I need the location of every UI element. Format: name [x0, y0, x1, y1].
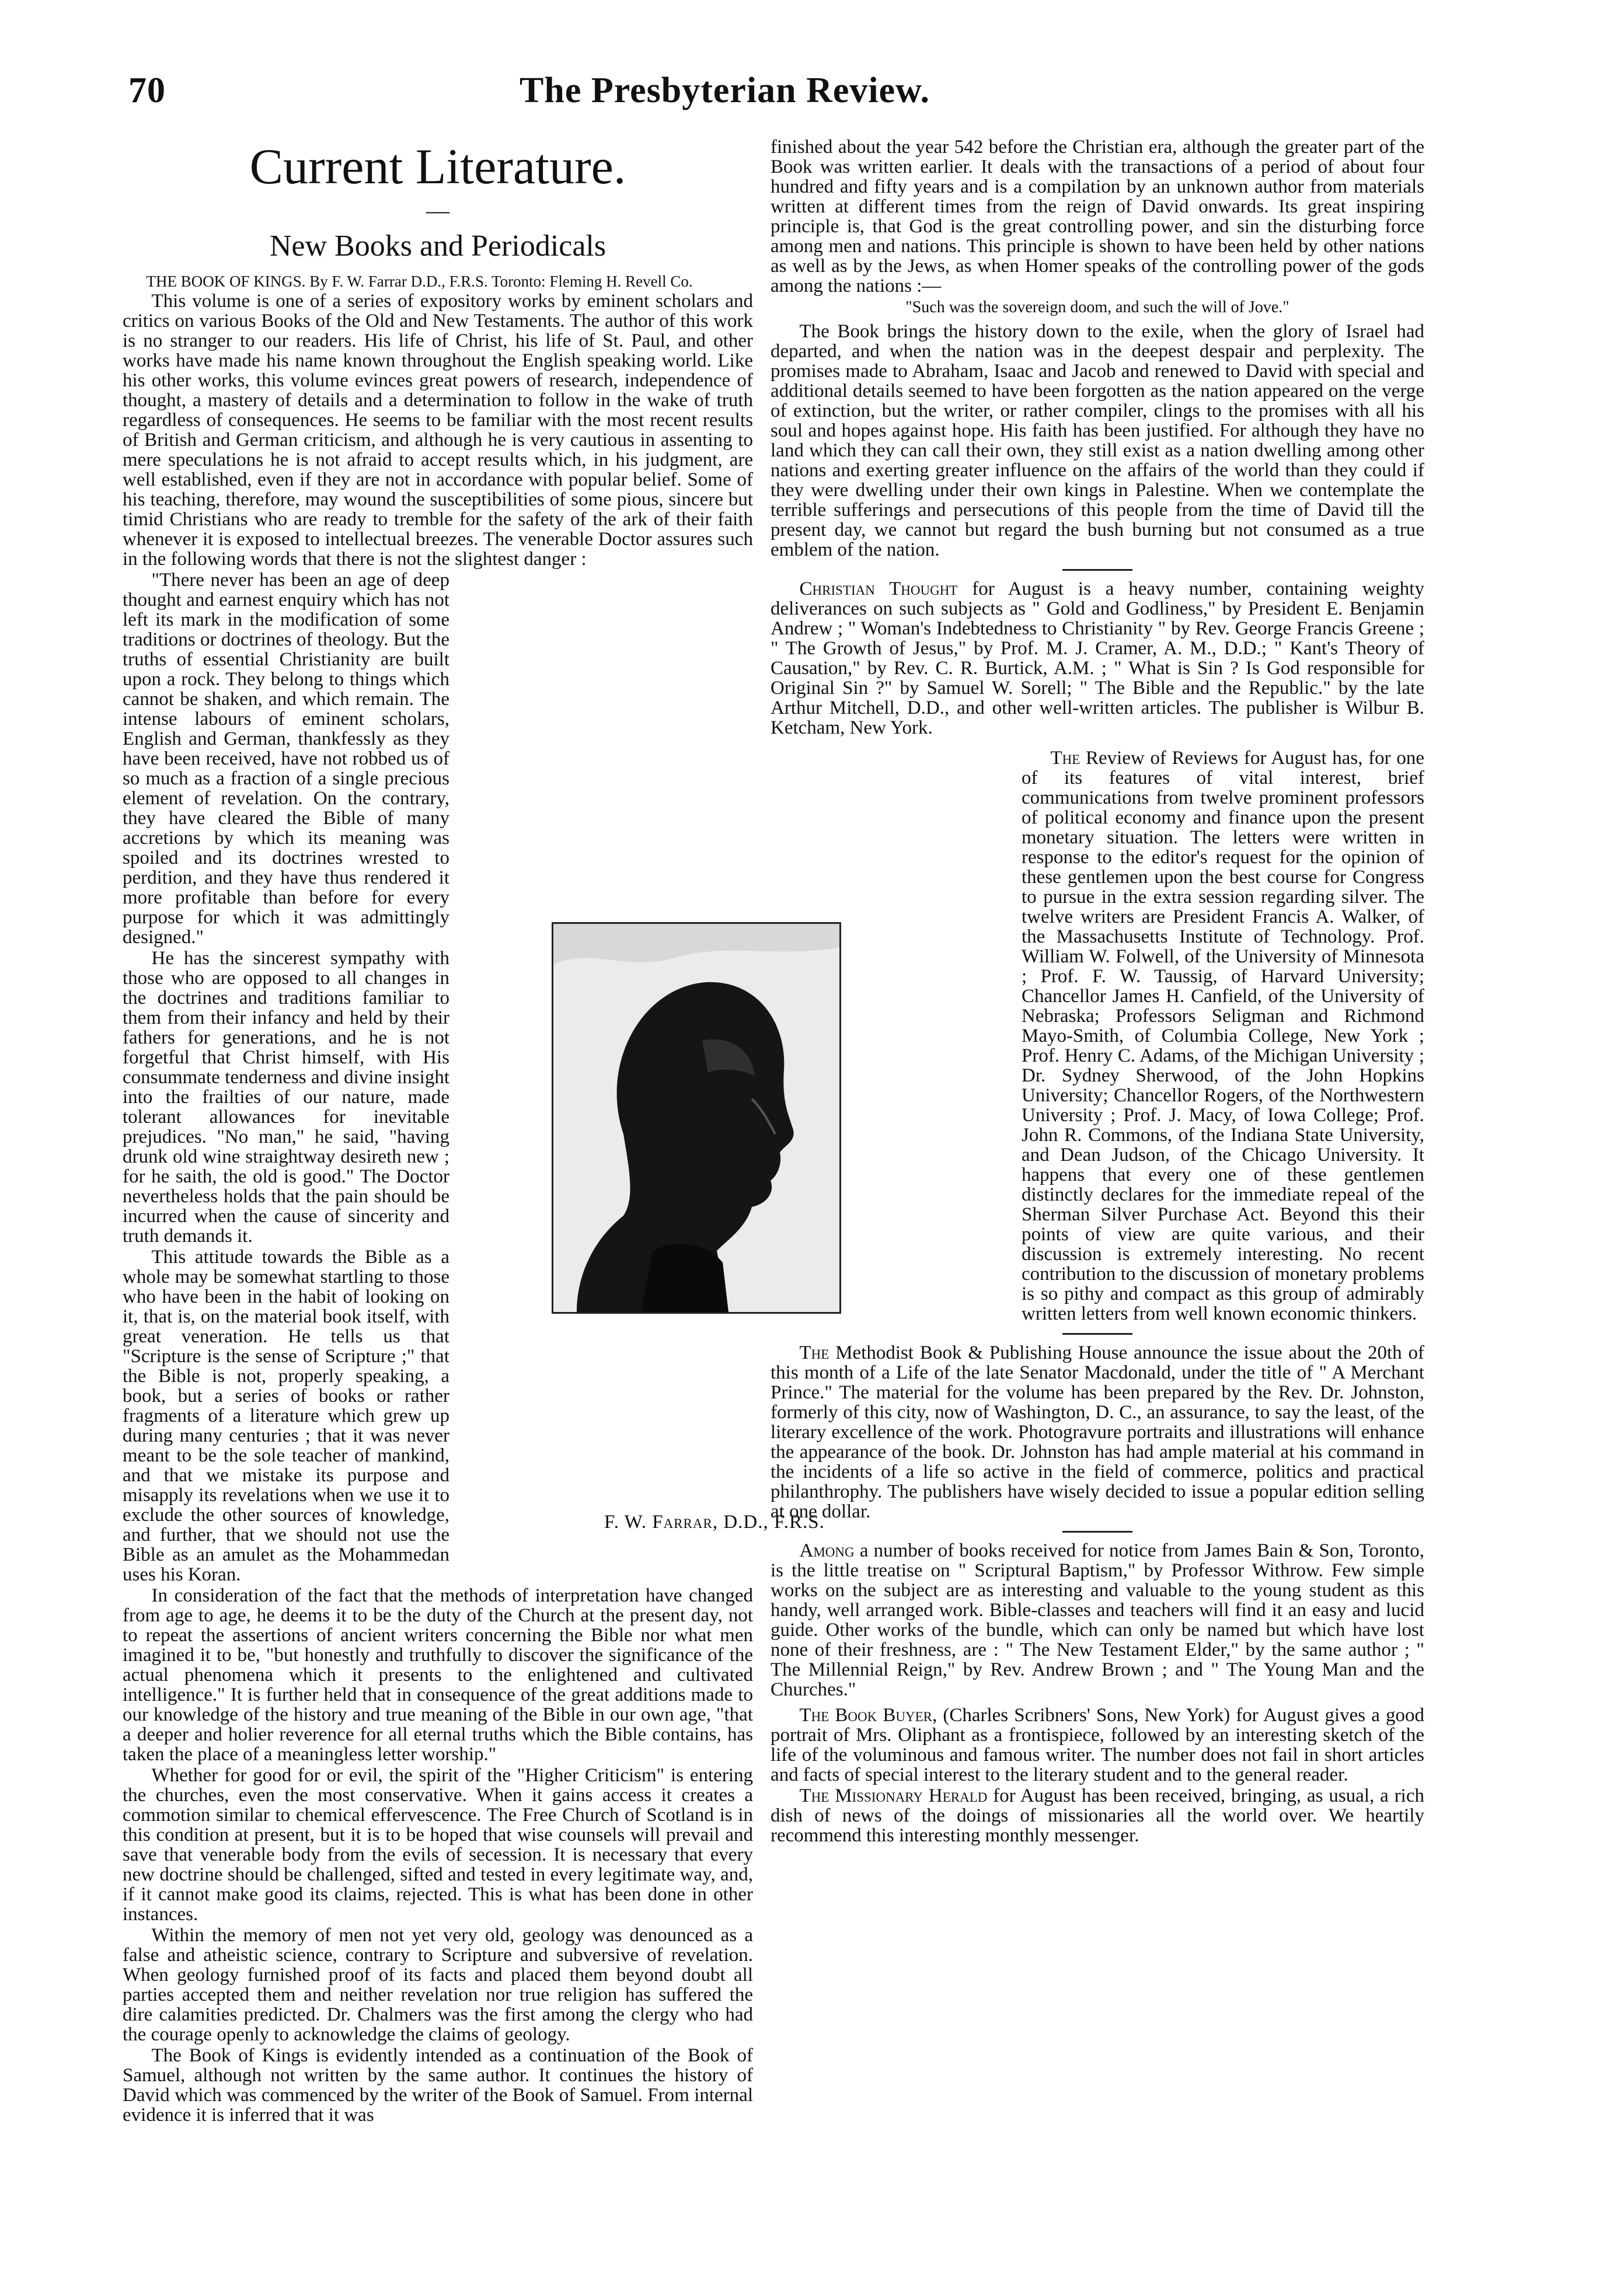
review-paragraph-4: This attitude towards the Bible as a whole may be somewhat startling to those who have been in the habit of looking on it, that is, on the material book itself, with great veneration. He tells us that "Scripture is the sense of Scripture ;" that the Bible is not, properly speaking, a book, but a series of books or rather fragments of a literature which grew up during many centuries ; that it was never meant to be the sole teacher of mankind, and that we mistake its purpose and misapply its revelations when we use it to exclude the other sources of knowledge, and further, that we should not use the Bible as an amulet as the Mohammedan uses his Koran.	[123, 1247, 449, 1585]
review-paragraph-6: Whether for good for or evil, the spirit of the "Higher Criticism" is entering the churches, even the most conservative. When it gains access it creates a commotion similar to chemical effervescence. The Free Church of Scotland is in this condition at present, but it is to be hoped that wise counsels will prevail and save that venerable body from the evils of secession. It is necessary that every new doctrine should be challenged, sifted and tested in every legitimate way, and, if it cannot make good its claims, rejected. This is what has been done in other instances.	[123, 1765, 753, 1925]
book-buyer-lead: The Book Buyer,	[799, 1705, 937, 1726]
review-paragraph-3: He has the sincerest sympathy with those who are opposed to all changes in the doctrines and traditions familiar to them from their infancy and held by their fathers for generations, and he is not forgetful that Christ himself, with His consummate tenderness and divine insight into the frailties of our nature, made tolerant allowances for inevitable prejudices. "No man," he said, "having drunk old wine straightway desireth new ; for he saith, the old is good." The Doctor nevertheless holds that the pain should be incurred when the cause of sincerity and truth demands it.	[123, 948, 449, 1247]
review-paragraph-1: This volume is one of a series of expository works by eminent scholars and critics on various Books of the Old and New Testaments. The author of this work is no stranger to our readers. His life of Christ, his life of St. Paul, and other works have made his name known throughout the English speaking world. Like his other works, this volume evinces great powers of research, independence of thought, a mastery of details and a determination to follow in the wake of truth regardless of consequences. He seems to be familiar with the most recent results of British and German criticism, and although he is very cautious in assenting to mere speculations he is not afraid to accept results which, in his judgment, are well established, even if they are not in accordance with popular belief. Some of his teaching, therefore, may wound the susceptibilities of some pious, sincere but timid Christians who are ready to tremble for the safety of the ark of their faith whenever it is exposed to intellectual breezes. The venerable Doctor assures such in the following words that there is not the slightest danger :	[123, 291, 753, 570]
missionary-herald-lead: The Missionary Herald	[799, 1785, 988, 1806]
among-books-notice	[771, 1541, 1424, 1700]
caption-suffix: , D.D., F.R.S.	[712, 1512, 825, 1533]
review-conclusion: The Book brings the history down to the exile, when the glory of Israel had departed, and when the nation was in the deepest despair and perplexity. The promises made to Abraham, Isaac and Jacob and renewed to David with special and additional details seemed to have been forgotten as the nation appeared on the verge of extinction, but the writer, or rather compiler, clings to the promises with all his soul and hopes against hope. His faith has been justified. For although they have no land which they can call their own, they still exist as a nation dwelling among other nations and exerting greater influence on the affairs of the world than they could if they were dwelling under their own kings in Palestine. When we contemplate the terrible sufferings and persecutions of this people from the time of David till the present day, we cannot but regard the bush burning but not consumed as a true emblem of the nation.	[771, 321, 1424, 560]
book-heading: THE BOOK OF KINGS. By F. W. Farrar D.D., F.R.S. Toronto: Fleming H. Revell Co.	[146, 273, 693, 290]
christian-thought-lead: Christian Thought	[799, 578, 958, 599]
caption-name: Farrar	[652, 1512, 713, 1533]
review-quote-paragraph: "There never has been an age of deep thought and earnest enquiry which has not left its mark in the modification of some traditions or doctrines of theology. But the truths of essential Christianity are built upon a rock. They belong to things which cannot be shaken, and which remain. The intense labours of eminent scholars, English and German, thankfessly as they have been received, have not robbed us of so much as a fraction of a single precious element of revelation. On the contrary, they have cleared the Bible of many accretions by which its meaning was spoiled and its doctrines wrested to perdition, and they have thus rendered it more profitable than before for every purpose for which it was admittingly designed."	[123, 570, 449, 948]
review-of-reviews-lead: The	[1050, 748, 1080, 769]
book-buyer-body: (Charles Scribners' Sons, New York) for August gives a good portrait of Mrs. Oliphant as a frontispiece, followed by an interesting sketch of the life of the voluminous and famous writer. The number does not fail in short articles and facts of special interest to the literary student and to the general reader.	[771, 1705, 1425, 1785]
divider-rule	[1062, 569, 1132, 571]
divider-rule	[1062, 1531, 1132, 1533]
review-paragraph-5: In consideration of the fact that the methods of interpretation have changed from age to age, he deems it to be the duty of the Church at the present day, not to repeat the assertions of ancient writers concerning the Bible nor what men imagined it to be, "but honestly and truthfully to discover the significance of the actual phenomena which it presents to the enlightened and cultivated intelligence." It is further held that in consequence of the great additions made to our knowledge of the history and true meaning of the Bible in our own age, "that a deeper and holier reverence for all eternal truths which the Bible contains, has taken the place of a meaningless letter worship."	[123, 1585, 753, 1765]
section-subtitle: New Books and Periodicals	[269, 229, 606, 263]
christian-thought-body: for August is a heavy number, containing weighty deliverances on such subjects as " Gold and Godliness," by President E. Benjamin Andrew ; " Woman's Indebtedness to Christianity " by Rev. George Francis Greene ; " The Growth of Jesus," by Prof. M. J. Cramer, A. M., D.D.; " Kant's Theory of Causation," by Rev. C. R. Burtick, A.M. ; " What is Sin ? Is God responsible for Original Sin ?" by Samuel W. Sorell; " The Bible and the Republic." by the late Arthur Mitchell, D.D., and other well-written articles. The publisher is Wilbur B. Ketcham, New York.	[771, 578, 1424, 738]
christian-thought-notice	[771, 579, 1424, 738]
homer-quote: "Such was the sovereign doom, and such the will of Jove."	[905, 298, 1289, 316]
divider-rule	[1062, 1333, 1132, 1335]
among-books-lead: Among	[799, 1540, 855, 1561]
caption-prefix: F. W.	[604, 1512, 653, 1533]
review-of-reviews-notice	[1022, 748, 1424, 1324]
page-number: 70	[128, 71, 166, 110]
review-continuation: finished about the year 542 before the Christian era, although the greater part of the Book was written earlier. It deals with the transactions of a period of about four hundred and fifty years and is a compilation by an unknown author from materials written at different times from the reign of David onwards. Its great inspiring principle is, that God is the great controlling power, and sin the disturbing force among men and nations. This principle is shown to have been held by other nations as well as by the Jews, as when Homer speaks of the controlling power of the gods among the nations :—	[771, 137, 1424, 296]
methodist-notice	[771, 1343, 1424, 1522]
review-of-reviews-body: Review of Reviews for August has, for one of its features of vital interest, brief communications from twelve prominent professors of political economy and finance upon the present monetary situation. The letters were written in response to the editor's request for the opinion of these gentlemen upon the best course for Congress to pursue in the extra session regarding silver. The twelve writers are President Francis A. Walker, of the Massachusetts Institute of Technology. Prof. William W. Folwell, of the University of Minnesota ; Prof. F. W. Taussig, of Harvard University; Chancellor James H. Canfield, of the University of Nebraska; Professors Seligman and Richmond Mayo-Smith, of Columbia College, New York ; Prof. Henry C. Adams, of the Michigan University ; Dr. Sydney Sherwood, of the John Hopkins University; Chancellor Rogers, of the Northwestern University ; Prof. J. Macy, of Iowa College; Prof. John R. Commons, of the Indiana State University, and Dean Judson, of the Chicago University. It happens that every one of these gentlemen distinctly declares for the immediate repeal of the Sherman Silver Purchase Act. Beyond this their points of view are quite various, and their discussion is extremely interesting. No recent contribution to the discussion of monetary problems is so pithy and compact as this group of admirably written letters from well known economic thinkers.	[1022, 748, 1424, 1324]
section-title: Current Literature.	[249, 138, 626, 194]
methodist-body: Methodist Book & Publishing House announce the issue about the 20th of this month of a Life of the late Senator Macdonald, under the title of " A Merchant Prince." The material for the volume has been prepared by the Rev. Dr. Johnston, formerly of this city, now of Washington, D. C., an assurance, to say the least, of the literary excellence of the work. Photogravure portraits and illustrations will enhance the appearance of the book. Dr. Johnston has had ample material at his command in the incidents of a life so active in the field of commerce, politics and practical philanthrophy. The publishers have wisely decided to issue a popular edition selling at one dollar.	[771, 1342, 1424, 1522]
title-dash: —	[426, 197, 449, 224]
book-buyer-notice	[771, 1705, 1424, 1785]
missionary-herald-body: for August has been received, bringing, as usual, a rich dish of news of the doings of missionaries all the world over. We heartily recommend this interesting monthly messenger.	[771, 1785, 1424, 1846]
journal-title: The Presbyterian Review.	[520, 71, 930, 110]
right-column	[771, 137, 1424, 1847]
among-books-body: a number of books received for notice from James Bain & Son, Toronto, is the little treatise on " Scriptural Baptism," by Professor Withrow. Few simple works on the subject are as interesting and valuable to the young student as this handy, well arranged work. Bible-classes and teachers will find it an easy and lucid guide. Other works of the bundle, which can only be named but which have lost none of their freshness, are : " The New Testament Elder," by the same author ; " The Millennial Reign," by Rev. Andrew Brown ; and " The Young Man and the Churches."	[771, 1540, 1424, 1700]
review-paragraph-7: Within the memory of men not yet very old, geology was denounced as a false and atheistic science, contrary to Scripture and subversive of revelation. When geology furnished proof of its facts and placed them beyond doubt all parties accepted them and neither revelation nor true religion has suffered the dire calamities predicted. Dr. Chalmers was the first among the clergy who had the courage openly to acknowledge the claims of geology.	[123, 1925, 753, 2045]
missionary-herald-notice	[771, 1786, 1424, 1845]
review-paragraph-8: The Book of Kings is evidently intended as a continuation of the Book of Samuel, although not written by the same author. It continues the history of David which was commenced by the writer of the Book of Samuel. From internal evidence it is inferred that it was	[123, 2045, 753, 2126]
methodist-lead: The	[799, 1342, 829, 1363]
